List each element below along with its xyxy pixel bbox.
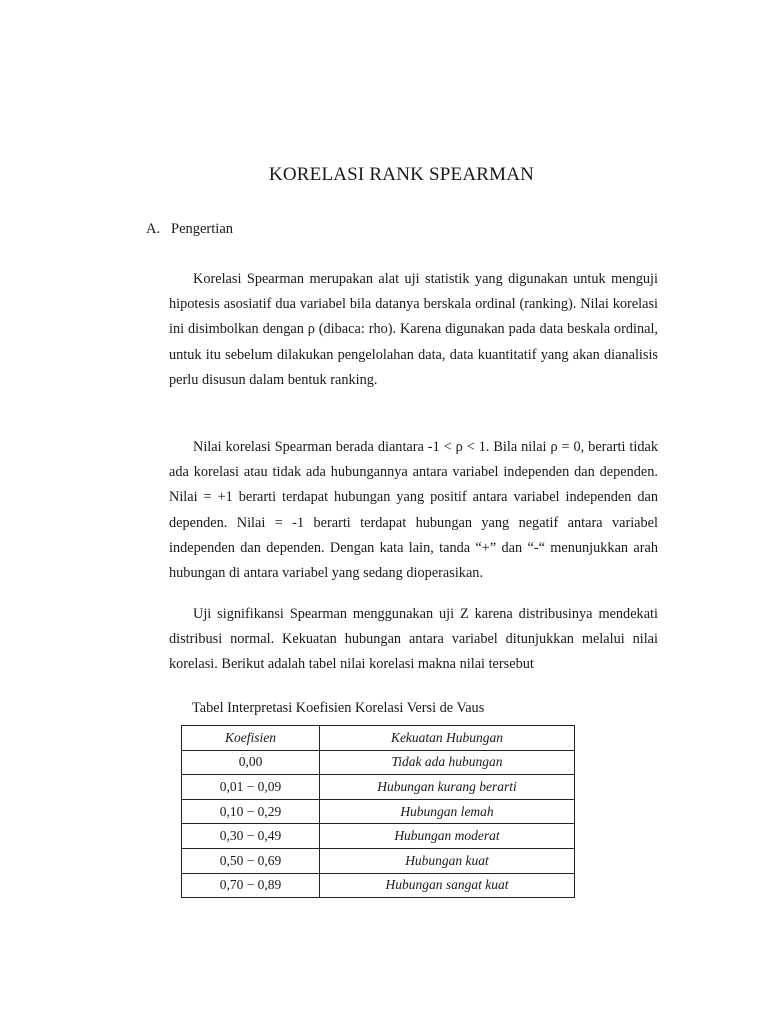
table-cell-kekuatan: Hubungan sangat kuat — [320, 873, 575, 898]
section-heading — [146, 221, 233, 238]
table-cell-kekuatan: Tidak ada hubungan — [320, 750, 575, 775]
table-cell-kekuatan: Hubungan moderat — [320, 824, 575, 849]
paragraph-definition: Korelasi Spearman merupakan alat uji statistik yang digunakan untuk menguji hipotesis asosiatif dua variabel bila datanya berskala ordinal (ranking). Nilai korelasi ini disimbolkan dengan ρ (dibaca: rho). Karena digunakan pada data beskala ordinal, untuk itu sebelum dilakukan pengelolahan data, data kuantitatif yang akan dianalisis perlu disusun dalam bentuk ranking. — [169, 271, 658, 388]
table-cell-koefisien: 0,10 − 0,29 — [182, 799, 320, 824]
table-cell-koefisien: 0,01 − 0,09 — [182, 775, 320, 800]
page-title: KORELASI RANK SPEARMAN — [268, 164, 535, 185]
table-cell-kekuatan: Hubungan kuat — [320, 848, 575, 873]
table-header-row — [182, 726, 575, 751]
table-cell-koefisien: 0,00 — [182, 750, 320, 775]
table-row — [182, 873, 575, 898]
table-row — [182, 848, 575, 873]
paragraph-value-range: Nilai korelasi Spearman berada diantara -1 < ρ < 1. Bila nilai ρ = 0, berarti tidak ada korelasi atau tidak ada hubungannya antara variabel independen dan dependen. Nilai = +1 berarti terdapat hubungan yang positif antara variabel independen dan dependen. Nilai = -1 berarti terdapat hubungan yang negatif antara variabel independen dan dependen. Dengan kata lain, tanda “+” dan “-“ menunjukkan arah hubungan di antara variabel yang sedang dioperasikan. — [169, 439, 658, 582]
table-row — [182, 775, 575, 800]
section-heading-text: Pengertian — [171, 221, 234, 237]
table-row — [182, 824, 575, 849]
table-cell-kekuatan: Hubungan kurang berarti — [320, 775, 575, 800]
table-cell-koefisien: 0,70 − 0,89 — [182, 873, 320, 898]
table-caption: Tabel Interpretasi Koefisien Korelasi Versi de Vaus — [192, 700, 485, 716]
interpretation-table — [181, 725, 575, 898]
table-cell-koefisien: 0,30 − 0,49 — [182, 824, 320, 849]
section-marker: A. — [146, 221, 161, 237]
paragraph-significance: Uji signifikansi Spearman menggunakan uji Z karena distribusinya mendekati distribusi normal. Kekuatan hubungan antara variabel ditunjukkan melalui nilai korelasi. Berikut adalah tabel nilai korelasi makna nilai tersebut — [169, 606, 658, 673]
table-cell-kekuatan: Hubungan lemah — [320, 799, 575, 824]
table-header-kekuatan: Kekuatan Hubungan — [320, 726, 575, 751]
table-header-koefisien: Koefisien — [182, 726, 320, 751]
table-cell-koefisien: 0,50 − 0,69 — [182, 848, 320, 873]
table-row — [182, 799, 575, 824]
table-row — [182, 750, 575, 775]
